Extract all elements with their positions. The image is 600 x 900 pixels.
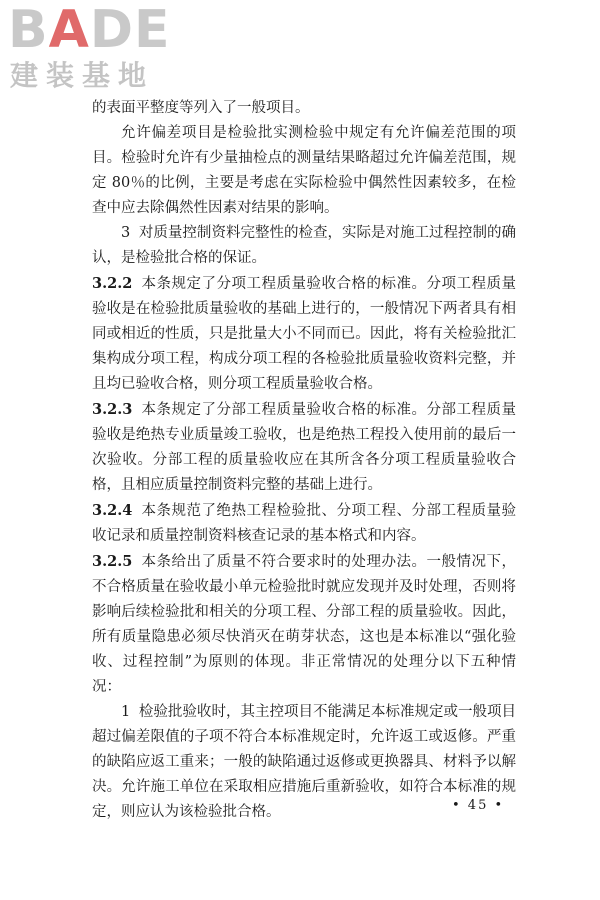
page-body: [92, 96, 516, 825]
page-number: • 45 •: [452, 798, 505, 813]
body-paragraph: 允许偏差项目是检验批实测检验中规定有允许偏差范围的项目。检验时允许有少量抽检点的测量结果略超过允许偏差范围，规定 80％的比例，主要是考虑在实际检验中偶然性因素较多，在检查中应去除偶然性因素对结果的影响。: [92, 125, 516, 216]
item-number: 1: [121, 704, 131, 720]
clause-text: 本条规范了绝热工程检验批、分项工程、分部工程质量验收记录和质量控制资料核查记录的基本格式和内容。: [92, 503, 516, 544]
clause-3-2-5: [92, 549, 516, 700]
clause-text: 本条给出了质量不符合要求时的处理办法。一般情况下，不合格质量在验收最小单元检验批时就应发现并及时处理，否则将影响后续检验批和相关的分项工程、分部工程的质量验收。因此，所有质量隐患必须尽快消灭在萌芽状态，这也是本标准以“强化验收、过程控制”为原则的体现。非正常情况的处理分以下五种情况：: [92, 554, 516, 695]
item-number: 3: [121, 225, 131, 241]
continued-paragraph: 的表面平整度等列入了一般项目。: [92, 100, 310, 116]
clause-number: 3.2.2: [92, 275, 133, 292]
clause-3-2-4: [92, 498, 516, 549]
clause-text: 本条规定了分部工程质量验收合格的标准。分部工程质量验收是绝热专业质量竣工验收，也是绝热工程投入使用前的最后一次验收。分部工程的质量验收应在其所含各分项工程质量验收合格，且相应质量控制资料完整的基础上进行。: [92, 402, 516, 493]
logo-accent-letter: A: [48, 0, 90, 60]
logo-wordmark: BADE: [8, 0, 171, 60]
clause-3-2-2: [92, 271, 516, 397]
item-text: 对质量控制资料完整性的检查，实际是对施工过程控制的确认，是检验批合格的保证。: [92, 225, 516, 266]
clause-text: 本条规定了分项工程质量验收合格的标准。分项工程质量验收是在检验批质量验收的基础上进行的，一般情况下两者具有相同或相近的性质，只是批量大小不同而已。因此，将有关检验批汇集构成分项工程，构成分项工程的各检验批质量验收资料完整，并且均已验收合格，则分项工程质量验收合格。: [92, 276, 516, 392]
clause-number: 3.2.4: [92, 502, 133, 519]
list-item: [92, 221, 516, 271]
clause-number: 3.2.3: [92, 401, 133, 418]
clause-3-2-3: [92, 397, 516, 498]
bade-logo: [8, 0, 178, 96]
logo-subtitle: 建装基地: [10, 59, 155, 92]
clause-number: 3.2.5: [92, 553, 133, 570]
item-text: 检验批验收时，其主控项目不能满足本标准规定或一般项目超过偏差限值的子项不符合本标准规定时，允许返工或返修。严重的缺陷应返工重来；一般的缺陷通过返修或更换器具、材料予以解决。允许施工单位在采取相应措施后重新验收，如符合本标准的规定，则应认为该检验批合格。: [92, 704, 516, 820]
